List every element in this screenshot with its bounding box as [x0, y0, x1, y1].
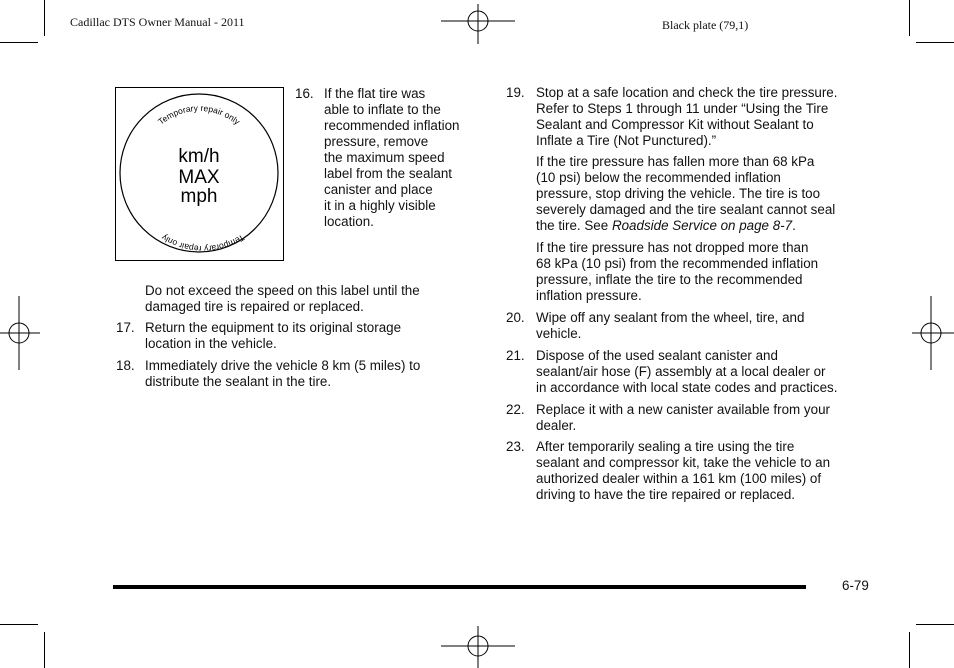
page-number: 6-79: [842, 578, 869, 593]
label-max: MAX: [178, 167, 220, 188]
step-text: Replace it with a new canister available from your dealer.: [536, 402, 830, 433]
footer-rule: [113, 585, 806, 589]
pressure-fallen-paragraph: If the tire pressure has fallen more than 68 kPa (10 psi) below the recommended inflation pressure, stop driving the vehicle. The tire is too severely damaged and the tire sealant cannot seal the tire. See Roadside Service on page 8‑7.: [536, 154, 836, 233]
arc-text-bottom: Temporary repair only: [159, 232, 247, 255]
step-text: If the flat tire was able to inflate to the recommended inflation pressure, remove the maximum speed label from the sealant canister and place it in a highly visible location.: [324, 86, 460, 229]
label-kmh: km/h: [178, 146, 220, 167]
speed-label-illustration: [116, 88, 282, 259]
arc-text-top: Temporary repair only: [156, 102, 242, 127]
registration-mark-bottom: [441, 626, 515, 668]
pressure-not-dropped-paragraph: If the tire pressure has not dropped more than 68 kPa (10 psi) from the recommended inflation pressure, inflate the tire to the recommended inflation pressure.: [536, 240, 819, 303]
registration-mark-top: [441, 4, 515, 44]
step-number: 18.: [116, 358, 135, 373]
roadside-service-reference[interactable]: Roadside Service on page 8‑7: [611, 218, 793, 233]
registration-mark-left: [0, 296, 40, 370]
header-manual-title: Cadillac DTS Owner Manual - 2011: [70, 15, 245, 29]
step-text: Immediately drive the vehicle 8 km (5 miles) to distribute the sealant in the tire.: [145, 358, 421, 389]
step-number: 21.: [506, 348, 525, 363]
step-number: 19.: [506, 85, 525, 100]
step-number: 16.: [295, 86, 314, 101]
header-plate-info: Black plate (79,1): [662, 18, 749, 32]
step-number: 22.: [506, 402, 525, 417]
registration-mark-right: [912, 296, 954, 370]
label-mph: mph: [180, 186, 218, 207]
step-text: After temporarily sealing a tire using the tire sealant and compressor kit, take the vehicle to an authorized dealer within a 161 km (100 miles) of driving to have the tire repaired or replaced.: [536, 439, 831, 502]
step-number: 23.: [506, 439, 525, 454]
step-text: Stop at a safe location and check the tire pressure. Refer to Steps 1 through 11 under “Using the Tire Sealant and Compressor Kit without Sealant to Inflate a Tire (Not Punctured).”: [536, 85, 838, 148]
step-number: 20.: [506, 310, 525, 325]
step-number: 17.: [116, 320, 135, 335]
step-text: Return the equipment to its original storage location in the vehicle.: [145, 320, 402, 351]
speed-label-figure: [115, 87, 284, 261]
step-text: Dispose of the used sealant canister and sealant/air hose (F) assembly at a local dealer or in accordance with local state codes and practices.: [536, 348, 838, 395]
speed-warning-note: Do not exceed the speed on this label until the damaged tire is repaired or replaced.: [145, 283, 420, 314]
step-text: Wipe off any sealant from the wheel, tire, and vehicle.: [536, 310, 805, 341]
